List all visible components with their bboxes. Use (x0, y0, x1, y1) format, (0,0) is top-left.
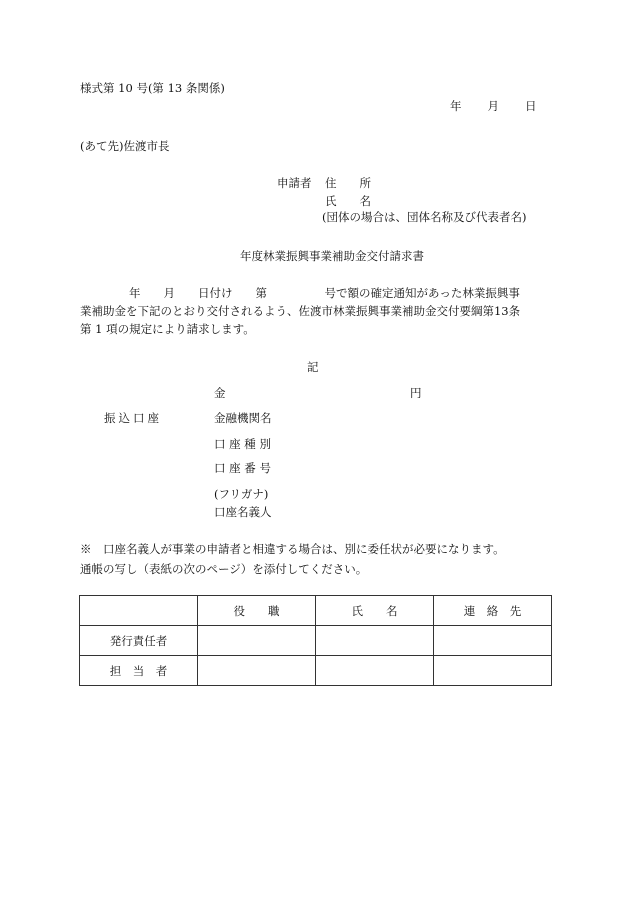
issuer-position-cell[interactable] (198, 626, 316, 656)
date-year-label: 年 (450, 99, 462, 113)
responsibility-table (79, 595, 552, 686)
table-header-row (80, 596, 552, 626)
furigana-label: (フリガナ) (214, 487, 269, 501)
date-month-label: 月 (487, 99, 499, 113)
date-line (450, 100, 537, 114)
table-row (80, 626, 552, 656)
ki-heading: 記 (307, 360, 319, 374)
applicant-label: 申請者 (277, 176, 312, 190)
address-label: 住 所 (325, 176, 371, 190)
body-line-1: 年 月 日付け 第 号で額の確定通知があった林業振興事 (129, 286, 520, 300)
name-label: 氏 名 (325, 194, 371, 208)
account-number-label: 口 座 番 号 (214, 461, 271, 475)
document-title: 年度林業振興事業補助金交付請求書 (240, 249, 424, 263)
account-type-label: 口 座 種 別 (214, 437, 271, 451)
staff-contact-cell[interactable] (434, 656, 552, 686)
account-holder-label: 口座名義人 (214, 505, 272, 519)
yen-unit: 円 (410, 386, 422, 400)
note-passbook: 通帳の写し（表紙の次のページ）を添付してください。 (80, 562, 368, 576)
body-line-3: 第 1 項の規定により請求します。 (80, 321, 255, 336)
header-cell-contact: 連 絡 先 (434, 596, 552, 626)
header-cell-name: 氏 名 (316, 596, 434, 626)
form-number: 様式第 10 号(第 13 条関係) (80, 81, 225, 95)
note-proxy: ※ 口座名義人が事業の申請者と相違する場合は、別に委任状が必要になります。 (80, 542, 505, 556)
row-label-person-in-charge: 担 当 者 (80, 656, 198, 686)
table-row (80, 656, 552, 686)
issuer-contact-cell[interactable] (434, 626, 552, 656)
row-label-issuer: 発行責任者 (80, 626, 198, 656)
organization-note: (団体の場合は、団体名称及び代表者名) (322, 210, 527, 224)
amount-label: 金 (214, 386, 226, 400)
date-day-label: 日 (525, 99, 537, 113)
header-cell-position: 役 職 (198, 596, 316, 626)
staff-position-cell[interactable] (198, 656, 316, 686)
transfer-account-label: 振込口座 (104, 411, 162, 425)
issuer-name-cell[interactable] (316, 626, 434, 656)
addressee: (あて先)佐渡市長 (80, 139, 170, 153)
header-cell-blank (80, 596, 198, 626)
request-body (80, 285, 560, 338)
bank-name-label: 金融機関名 (214, 411, 272, 425)
body-line-2: 業補助金を下記のとおり交付されるよう、佐渡市林業振興事業補助金交付要綱第13条 (80, 303, 521, 318)
staff-name-cell[interactable] (316, 656, 434, 686)
